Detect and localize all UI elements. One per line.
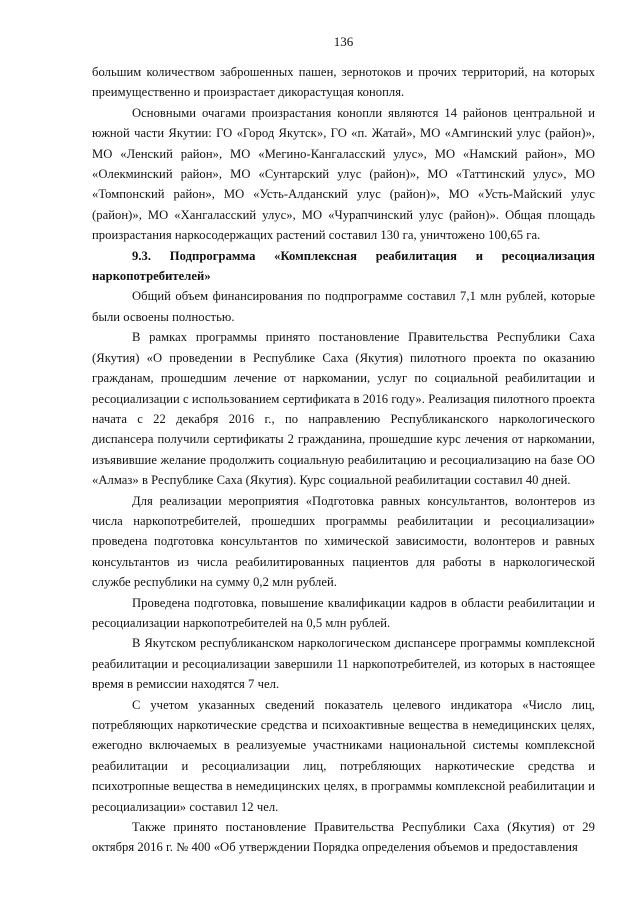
paragraph-funding: Общий объем финансирования по подпрограмме составил 7,1 млн рублей, которые были освоены полностью.: [92, 289, 595, 324]
section-heading: 9.3. Подпрограмма «Комплексная реабилитация и ресоциализация наркопотребителей»: [92, 248, 595, 284]
paragraph-resolution: Также принято постановление Правительства Республики Саха (Якутия) от 29 октября 2016 г. № 400 «Об утверждении Порядка определения объемов и предоставления: [92, 820, 595, 855]
paragraph-dispensary-programs: В Якутском республиканском наркологическом диспансере программы комплексной реабилитации и ресоциализации завершили 11 наркопотребителей, из которых в настоящее время в ремиссии находятся 7 чел.: [92, 636, 595, 692]
paragraph-target-indicator: С учетом указанных сведений показатель целевого индикатора «Число лиц, потребляющих наркотические средства и психоактивные вещества в немедицинских целях, ежегодно включаемых в реализуемые участниками национальной системы комплексной реабилитации и ресоциализации лиц, потребляющих наркотические средства и психотропные вещества в немедицинских целях, в программы комплексной реабилитации и ресоциализации» составил 12 чел.: [92, 697, 595, 814]
paragraph-cannabis-sites: Основными очагами произрастания конопли являются 14 районов центральной и южной части Якутии: ГО «Город Якутск», ГО «п. Жатай», МО «Амгинский улус (район)», МО «Ленский район», МО «Мегино-Кангаласский улус», МО «Намский район», МО «Олекминский район», МО «Сунтарский улус (район)», МО «Таттинский улус», МО «Томпонский район», МО «Усть-Алданский улус (район)», МО «Усть-Майский улус (район)», МО «Хангаласский улус», МО «Чурапчинский улус (район)». Общая площадь произрастания наркосодержащих растений составил 130 га, уничтожено 100,65 га.: [92, 105, 595, 243]
paragraph-consultants-training: Для реализации мероприятия «Подготовка равных консультантов, волонтеров из числа наркопотребителей, прошедших программы реабилитации и ресоциализации» проведена подготовка консультантов по химической зависимости, волонтеров и равных консультантов из числа реабилитированных пациентов для работы в наркологической службе республики на сумму 0,2 млн рублей.: [92, 493, 595, 590]
document-page: [92, 34, 595, 858]
paragraph-staff-training: Проведена подготовка, повышение квалификации кадров в области реабилитации и ресоциализации наркопотребителей на 0,5 млн рублей.: [92, 595, 595, 630]
page-number: 136: [333, 34, 354, 49]
paragraph-continuation: большим количеством заброшенных пашен, зернотоков и прочих территорий, на которых преимущественно и произрастает дикорастущая конопля.: [92, 65, 595, 100]
paragraph-pilot-project: В рамках программы принято постановление Правительства Республики Саха (Якутия) «О проведении в Республике Саха (Якутия) пилотного проекта по оказанию гражданам, прошедшим лечение от наркомании, услуг по социальной реабилитации и ресоциализации с использованием сертификата в 2016 году». Реализация пилотного проекта начата с 22 декабря 2016 г., по направлению Республиканского наркологического диспансера получили сертификаты 2 гражданина, прошедшие курс лечения от наркомании, изъявившие желание продолжить социальную реабилитацию и ресоциализацию на базе ОО «Алмаз» в Республике Саха (Якутия). Курс социальной реабилитации составил 40 дней.: [92, 330, 595, 488]
